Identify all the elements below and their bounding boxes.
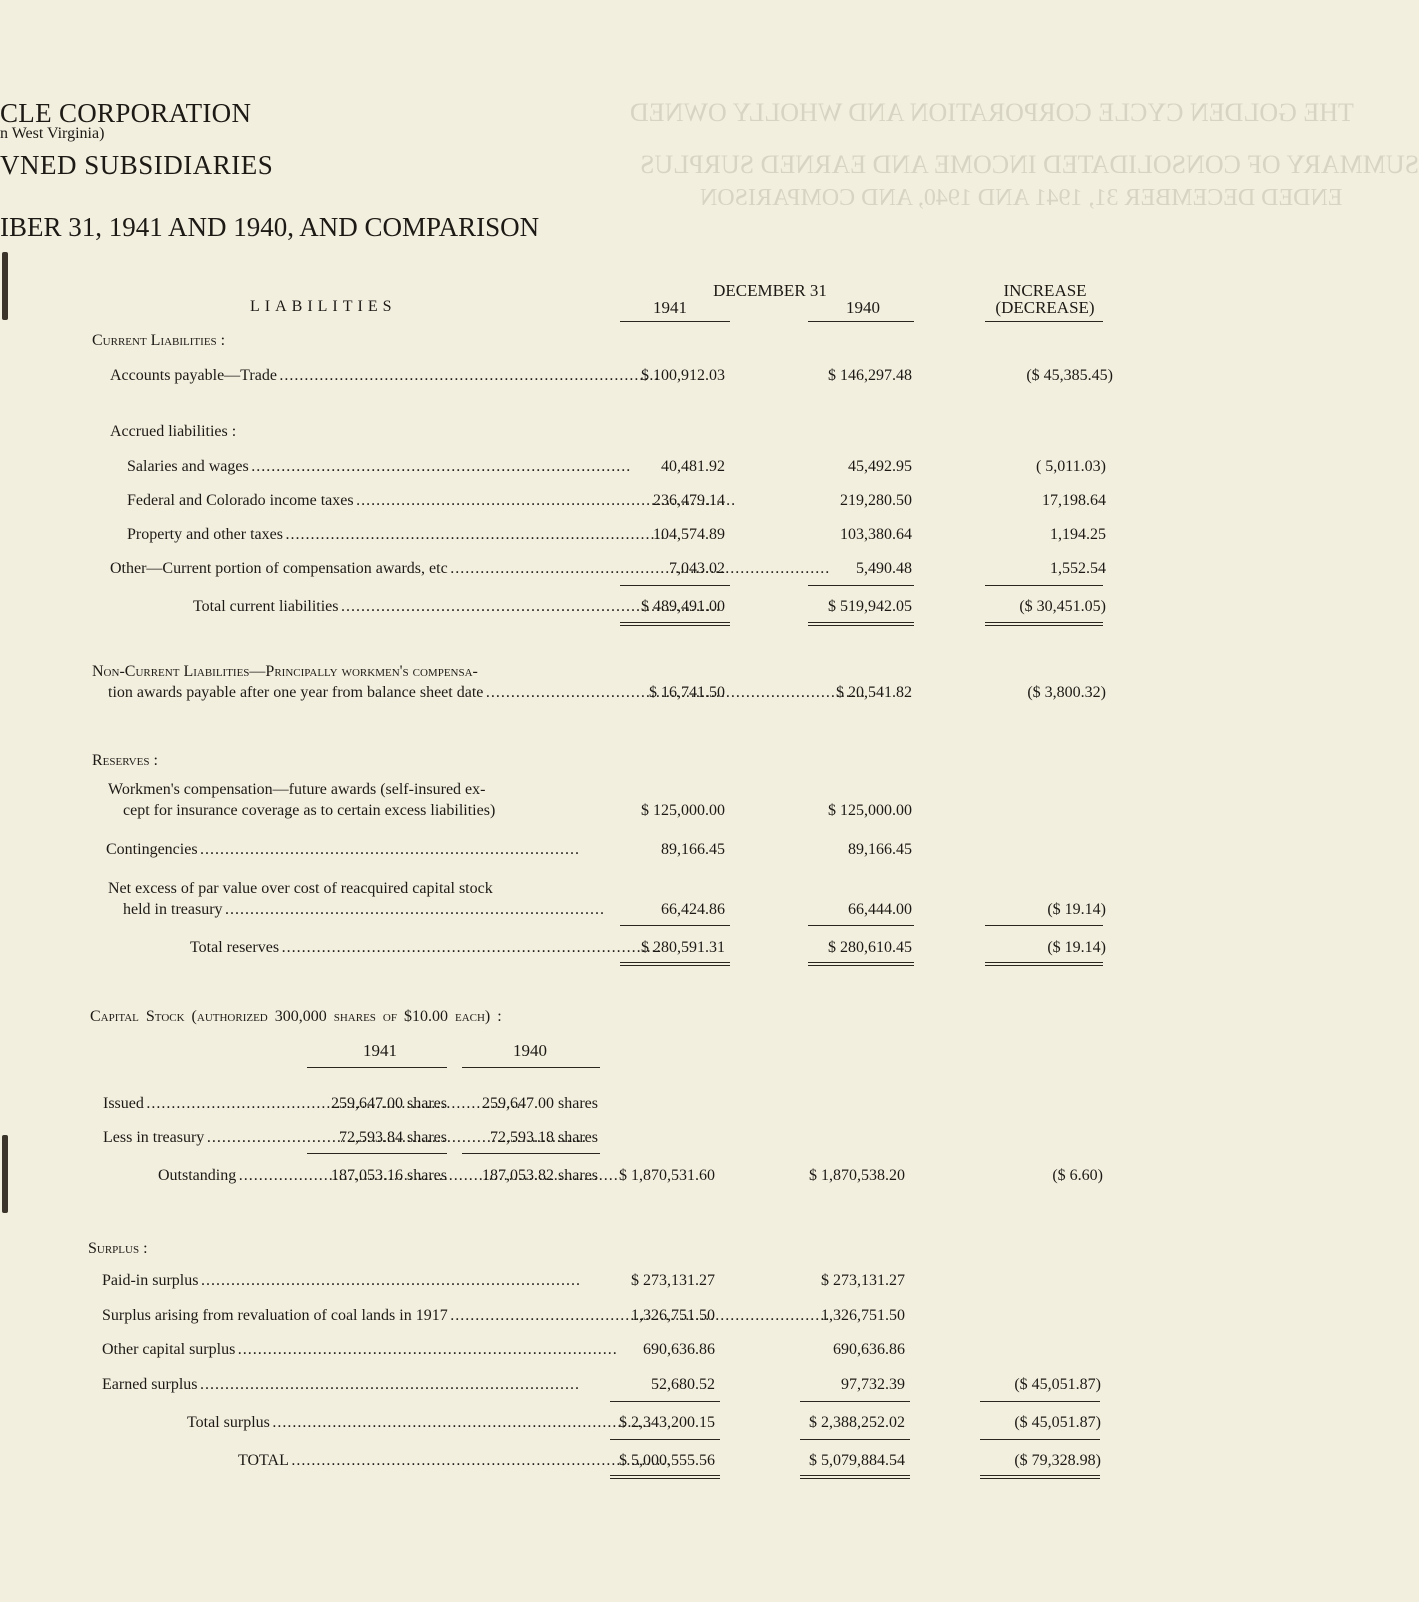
total-double-rule <box>610 1475 720 1479</box>
value-non-current-1941: $ 16,741.50 <box>649 684 725 701</box>
subtotal-rule <box>800 1401 910 1402</box>
label-income-taxes: Federal and Colorado income taxes . . . <box>127 492 600 510</box>
title-line-2: n West Virginia) <box>0 125 105 142</box>
value-excess-change: ($ 19.14) <box>1047 901 1106 918</box>
subtotal-rule <box>620 925 730 926</box>
label-other-capital: Other capital surplus . . . <box>102 1341 600 1359</box>
column-change-line-1: INCREASE <box>1003 281 1087 300</box>
value-earned-change: ($ 45,051.87) <box>1014 1376 1101 1393</box>
non-current-label-line-1: Non-Current Liabilities—Principally workmen's compensa- <box>92 663 478 680</box>
label-total-reserves: Total reserves . . . <box>190 939 600 957</box>
value-paid-in-1940: $ 273,131.27 <box>821 1272 905 1289</box>
excess-label-line-1: Net excess of par value over cost of reacquired capital stock <box>108 880 493 897</box>
label-revaluation: Surplus arising from revaluation of coal lands in 1917 . . . <box>102 1307 600 1325</box>
value-other-current-1941: 7,043.02 <box>669 560 725 577</box>
column-1941: 1941 <box>653 298 687 317</box>
shares-treasury-1941: 72,593.84 shares <box>339 1129 447 1146</box>
total-double-rule <box>620 962 730 966</box>
shares-subtotal-rule <box>307 1153 447 1154</box>
value-grand-total-1941: $ 5,000,555.56 <box>619 1452 715 1469</box>
value-income-taxes-1940: 219,280.50 <box>840 492 912 509</box>
bleed-through-text: THE GOLDEN CYCLE CORPORATION AND WHOLLY OWNED <box>630 98 1354 127</box>
value-grand-total-1940: $ 5,079,884.54 <box>809 1452 905 1469</box>
value-salaries-change: ( 5,011.03) <box>1035 458 1106 475</box>
label-outstanding: Outstanding . . . <box>158 1167 303 1185</box>
value-other-current-1940: 5,490.48 <box>856 560 912 577</box>
value-total-surplus-change: ($ 45,051.87) <box>1014 1414 1101 1431</box>
value-workmens-1941: $ 125,000.00 <box>641 802 725 819</box>
label-paid-in: Paid-in surplus . . . <box>102 1272 600 1290</box>
subtotal-rule <box>808 925 914 926</box>
label-accounts-payable: Accounts payable—Trade . . . <box>110 367 600 385</box>
surplus-heading: Surplus : <box>88 1240 148 1257</box>
value-revaluation-1940: 1,326,751.50 <box>821 1307 905 1324</box>
header-underline-1941 <box>620 321 730 322</box>
label-contingencies: Contingencies . . . <box>106 841 600 859</box>
value-salaries-1941: 40,481.92 <box>661 458 725 475</box>
shares-outstanding-1941: 187,053.16 shares <box>331 1167 447 1184</box>
label-issued: Issued . . . <box>103 1095 303 1113</box>
value-earned-1940: 97,732.39 <box>841 1376 905 1393</box>
shares-outstanding-1940: 187,053.82 shares <box>482 1167 598 1184</box>
capital-stock-heading: Capital Stock (authorized 300,000 shares of $10.00 each) : <box>90 1008 502 1025</box>
shares-treasury-1940: 72,593.18 shares <box>490 1129 598 1146</box>
total-double-rule <box>620 622 730 626</box>
label-total-current: Total current liabilities . . . <box>193 598 600 616</box>
column-group-label: DECEMBER 31 <box>713 281 827 300</box>
value-outstanding-1940: $ 1,870,538.20 <box>809 1167 905 1184</box>
total-double-rule <box>800 1475 910 1479</box>
header-underline-1940 <box>808 321 914 322</box>
value-total-current-change: ($ 30,451.05) <box>1019 598 1106 615</box>
value-total-reserves-1940: $ 280,610.45 <box>828 939 912 956</box>
label-earned: Earned surplus . . . <box>102 1376 600 1394</box>
workmens-label-line-2: cept for insurance coverage as to certain excess liabilities) <box>123 802 496 819</box>
subtotal-rule <box>980 1439 1100 1440</box>
value-accounts-payable-1941: $ 100,912.03 <box>641 367 725 384</box>
value-non-current-change: ($ 3,800.32) <box>1027 684 1106 701</box>
value-revaluation-1941: 1,326,751.50 <box>631 1307 715 1324</box>
value-property-taxes-change: 1,194.25 <box>1050 526 1106 543</box>
value-excess-1941: 66,424.86 <box>661 901 725 918</box>
label-treasury: Less in treasury . . . <box>103 1129 303 1147</box>
title-line-1: CLE CORPORATION <box>0 98 252 128</box>
label-property-taxes: Property and other taxes . . . <box>127 526 600 544</box>
subtotal-rule <box>610 1401 720 1402</box>
value-property-taxes-1940: 103,380.64 <box>840 526 912 543</box>
value-total-reserves-change: ($ 19.14) <box>1047 939 1106 956</box>
subtotal-rule <box>610 1439 720 1440</box>
bleed-through-text: ENDED DECEMBER 31, 1941 AND 1940, AND COMPARISON <box>700 185 1343 211</box>
value-total-reserves-1941: $ 280,591.31 <box>641 939 725 956</box>
total-double-rule <box>808 962 914 966</box>
value-total-surplus-1941: $ 2,343,200.15 <box>619 1414 715 1431</box>
total-double-rule <box>808 622 914 626</box>
shares-issued-1940: 259,647.00 shares <box>482 1095 598 1112</box>
binder-clip <box>2 1135 8 1213</box>
shares-column-1941: 1941 <box>363 1041 397 1060</box>
value-total-current-1941: $ 489,491.00 <box>641 598 725 615</box>
shares-issued-1941: 259,647.00 shares <box>331 1095 447 1112</box>
shares-header-rule <box>307 1067 447 1068</box>
column-1940: 1940 <box>846 298 880 317</box>
label-grand-total: TOTAL . . . <box>238 1452 600 1470</box>
label-other-current: Other—Current portion of compensation awards, etc . . . <box>110 560 600 578</box>
value-excess-1940: 66,444.00 <box>848 901 912 918</box>
value-paid-in-1941: $ 273,131.27 <box>631 1272 715 1289</box>
total-double-rule <box>985 622 1103 626</box>
total-double-rule <box>980 1475 1100 1479</box>
accrued-liabilities-heading: Accrued liabilities : <box>110 423 237 440</box>
value-outstanding-change: ($ 6.60) <box>1052 1167 1103 1184</box>
shares-subtotal-rule <box>462 1153 600 1154</box>
title-line-3: VNED SUBSIDIARIES <box>0 150 274 180</box>
value-non-current-1940: $ 20,541.82 <box>836 684 912 701</box>
binder-clip <box>2 252 8 320</box>
value-property-taxes-1941: 104,574.89 <box>653 526 725 543</box>
non-current-label-line-2: tion awards payable after one year from balance sheet date . . . <box>108 684 600 702</box>
value-contingencies-1941: 89,166.45 <box>661 841 725 858</box>
value-grand-total-change: ($ 79,328.98) <box>1014 1452 1101 1469</box>
total-double-rule <box>985 962 1103 966</box>
reserves-heading: Reserves : <box>92 752 158 769</box>
workmens-label-line-1: Workmen's compensation—future awards (self-insured ex- <box>108 781 486 798</box>
value-other-capital-1940: 690,636.86 <box>833 1341 905 1358</box>
bleed-through-text: SUMMARY OF CONSOLIDATED INCOME AND EARNED SURPLUS <box>640 150 1419 179</box>
value-other-capital-1941: 690,636.86 <box>643 1341 715 1358</box>
value-accounts-payable-1940: $ 146,297.48 <box>828 367 912 384</box>
subtotal-rule <box>980 1401 1100 1402</box>
subtotal-rule <box>808 585 914 586</box>
value-outstanding-1941: $ 1,870,531.60 <box>619 1167 715 1184</box>
column-change-line-2: (DECREASE) <box>995 298 1095 317</box>
value-income-taxes-change: 17,198.64 <box>1042 492 1106 509</box>
shares-column-1940: 1940 <box>513 1041 547 1060</box>
shares-header-rule <box>462 1067 600 1068</box>
header-underline-change <box>985 321 1103 322</box>
subtotal-rule <box>985 925 1103 926</box>
value-total-current-1940: $ 519,942.05 <box>828 598 912 615</box>
value-contingencies-1940: 89,166.45 <box>848 841 912 858</box>
value-workmens-1940: $ 125,000.00 <box>828 802 912 819</box>
label-salaries: Salaries and wages . . . <box>127 458 600 476</box>
subtotal-rule <box>800 1439 910 1440</box>
value-income-taxes-1941: 236,479.14 <box>653 492 725 509</box>
current-liabilities-heading: Current Liabilities : <box>92 332 226 349</box>
title-line-4: IBER 31, 1941 AND 1940, AND COMPARISON <box>0 212 540 242</box>
value-salaries-1940: 45,492.95 <box>848 458 912 475</box>
label-total-surplus: Total surplus . . . <box>187 1414 600 1432</box>
excess-label-line-2: held in treasury . . . <box>123 901 600 919</box>
value-accounts-payable-change: ($ 45,385.45) <box>1026 367 1113 384</box>
section-title: LIABILITIES <box>250 298 397 315</box>
value-total-surplus-1940: $ 2,388,252.02 <box>809 1414 905 1431</box>
value-earned-1941: 52,680.52 <box>651 1376 715 1393</box>
subtotal-rule <box>620 585 730 586</box>
subtotal-rule <box>985 585 1103 586</box>
value-other-current-change: 1,552.54 <box>1050 560 1106 577</box>
